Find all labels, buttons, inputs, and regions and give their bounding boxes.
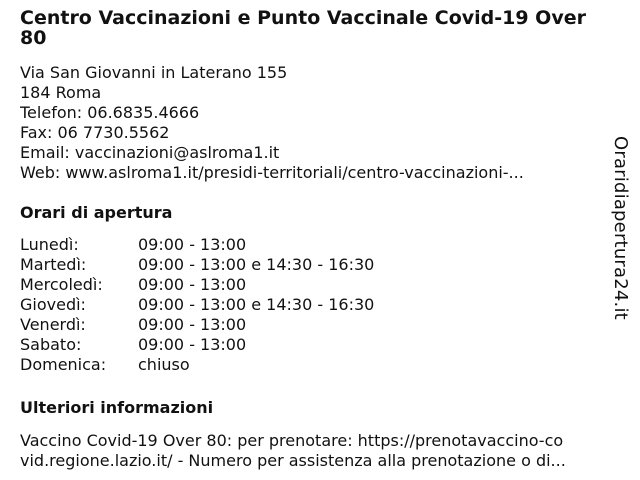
- day-label: Sabato:: [20, 335, 82, 354]
- time-value: 09:00 - 13:00: [138, 335, 247, 354]
- hours-row-wednesday: [20, 275, 610, 295]
- time-value: 09:00 - 13:00: [138, 275, 247, 294]
- hours-row-friday: [20, 315, 610, 335]
- website-link[interactable]: Web: www.aslroma1.it/presidi-territoriali/centro-vaccinazioni-...: [20, 163, 524, 182]
- hours-row-saturday: [20, 335, 610, 355]
- site-watermark: Oraridiapertura24.it: [610, 136, 631, 320]
- hours-row-monday: [20, 235, 610, 255]
- day-label: Domenica:: [20, 355, 107, 374]
- more-info-text: [20, 431, 610, 471]
- listing-card: [20, 8, 610, 471]
- more-info-line-2: vid.regione.lazio.it/ - Numero per assistenza alla prenotazione o di...: [20, 451, 566, 470]
- hours-row-thursday: [20, 295, 610, 315]
- fax-number: Fax: 06 7730.5562: [20, 123, 170, 142]
- day-label: Martedì:: [20, 255, 87, 274]
- contact-block: [20, 63, 610, 183]
- more-info-heading: Ulteriori informazioni: [20, 398, 214, 417]
- city: 184 Roma: [20, 83, 102, 102]
- street-address: Via San Giovanni in Laterano 155: [20, 63, 288, 82]
- phone-number[interactable]: Telefon: 06.6835.4666: [20, 103, 200, 122]
- hours-row-tuesday: [20, 255, 610, 275]
- time-value: 09:00 - 13:00 e 14:30 - 16:30: [138, 255, 375, 274]
- page-title: Centro Vaccinazioni e Punto Vaccinale Covid-19 Over 80: [20, 7, 586, 49]
- time-value: 09:00 - 13:00: [138, 235, 247, 254]
- email-address[interactable]: Email: vaccinazioni@aslroma1.it: [20, 143, 280, 162]
- time-value: 09:00 - 13:00 e 14:30 - 16:30: [138, 295, 375, 314]
- day-label: Venerdì:: [20, 315, 86, 334]
- opening-hours-table: [20, 235, 610, 375]
- day-label: Mercoledì:: [20, 275, 103, 294]
- day-label: Lunedì:: [20, 235, 79, 254]
- time-value: chiuso: [138, 355, 190, 374]
- hours-row-sunday: [20, 355, 610, 375]
- opening-hours-heading: Orari di apertura: [20, 203, 173, 222]
- time-value: 09:00 - 13:00: [138, 315, 247, 334]
- day-label: Giovedì:: [20, 295, 86, 314]
- more-info-line-1: Vaccino Covid-19 Over 80: per prenotare: https://prenotavaccino-co: [20, 431, 564, 450]
